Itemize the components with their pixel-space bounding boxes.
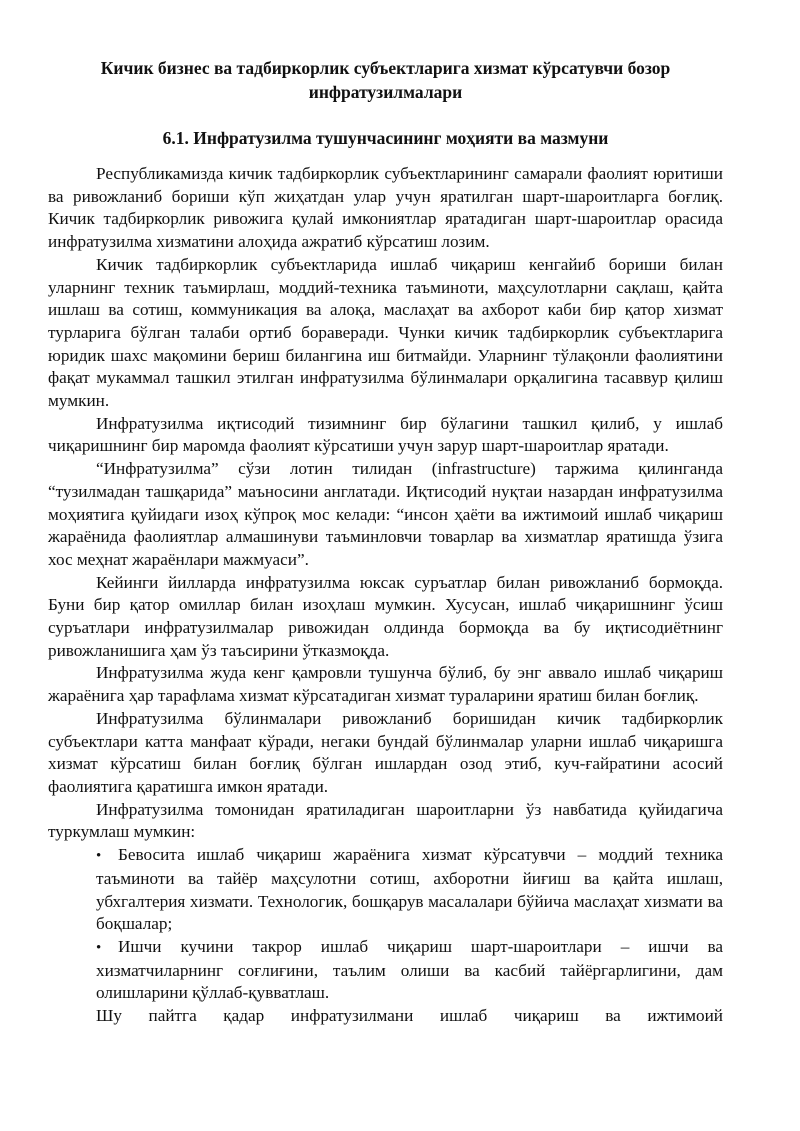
list-item: [48, 844, 723, 936]
list-item-text: Ишчи кучини такрор ишлаб чиқариш шарт-шароитлари – ишчи ва хизматчиларнинг соғлиғини, таълим олиши ва касбий тайёргарлигини, дам олишларини қўллаб-қувватлаш.: [96, 936, 723, 1003]
body-text: [48, 163, 723, 1028]
paragraph: Инфратузилма бўлинмалари ривожланиб боришидан кичик тадбиркорлик субъектлари катта манфаат кўради, негаки бундай бўлинмалар уларни ишлаб чиқаришга хизмат кўрсатиш билан боғлиқ бўлган ишлардан озод этиб, куч-ғайратини асосий фаолиятига қаратишга имкон яратади.: [48, 708, 723, 796]
paragraph: Республикамизда кичик тадбиркорлик субъектларининг самарали фаолият юритиши ва ривожланиб бориши кўп жиҳатдан улар учун яратилган шарт-шароитларга боғлиқ. Кичик тадбиркорлик ривожига қулай имкониятлар яратадиган шарт-шароитлар орасида инфратузилма хизматини алоҳида ажратиб кўрсатиш лозим.: [48, 164, 723, 252]
bullet-icon: •: [96, 848, 102, 865]
list-item: [48, 936, 723, 1005]
paragraph-continued: Шу пайтга қадар инфратузилмани ишлаб чиқариш ва ижтимоий: [96, 1006, 723, 1026]
paragraph: Инфратузилма жуда кенг қамровли тушунча бўлиб, бу энг аввало ишлаб чиқариш жараёнига ҳар тарафлама хизмат кўрсатадиган хизмат тураларини яратиш билан боғлиқ.: [48, 663, 723, 706]
section-title: 6.1. Инфратузилма тушунчасининг моҳияти ва мазмуни: [162, 128, 609, 148]
bullet-list: [48, 844, 723, 1005]
document-title: Кичик бизнес ва тадбиркорлик субъектларига хизмат кўрсатувчи бозор инфратузилмалари: [100, 58, 671, 102]
bullet-icon: •: [96, 939, 102, 956]
paragraph: Инфратузилма томонидан яратиладиган шароитларни ўз навбатида қуйидагича туркумлаш мумкин:: [48, 799, 723, 842]
paragraph: Кичик тадбиркорлик субъектларида ишлаб чиқариш кенгайиб бориши билан уларнинг техник таъмирлаш, моддий-техника таъминоти, маҳсулотларни сақлаш, қайта ишлаш ва сотиш, коммуникация ва алоқа, маслаҳат ва ахборот каби бир қатор хизмат турларига бўлган талаби ортиб бораверади. Чунки кичик тадбиркорлик субъектларига юридик шахс мақомини бериш билангина иш битмайди. Уларнинг тўлақонли фаолиятини фақат мукаммал ташкил этилган инфратузилма бўлинмалари орқалигина тасаввур қилиш мумкин.: [48, 254, 723, 411]
list-item-text: Бевосита ишлаб чиқариш жараёнига хизмат кўрсатувчи – моддий техника таъминоти ва тайёр маҳсулотни сотиш, ахборотни йиғиш ва қайта ишлаш, убхгалтерия хизмати. Технологик, бошқарув масалалари бўйича маслаҳат хизмати ва боқшалар;: [96, 845, 723, 934]
paragraph: Кейинги йилларда инфратузилма юксак суръатлар билан ривожланиб бормоқда. Буни бир қатор омиллар билан изоҳлаш мумкин. Хусусан, ишлаб чиқаришнинг ўсиш суръатлари инфратузилмалар ривожидан олдинда бормоқда ва бу иқтисодиётнинг ривожланишига ҳам ўз таъсирини ўтказмоқда.: [48, 572, 723, 660]
document-page: [48, 56, 723, 1028]
paragraph: Инфратузилма иқтисодий тизимнинг бир бўлагини ташкил қилиб, у ишлаб чиқаришнинг бир маромда фаолият кўрсатиши учун зарур шарт-шароитлар яратади.: [48, 413, 723, 456]
paragraph: “Инфратузилма” сўзи лотин тилидан (infrastructure) таржима қилинганда “тузилмадан ташқарида” маъносини англатади. Иқтисодий нуқтаи назардан инфратузилма моҳиятига қуйидаги изоҳ кўпроқ мос келади: “инсон ҳаёти ва ижтимоий ишлаб чиқариш жараёнида фаолиятлар алмашинуви таъминловчи товарлар ва хизматлар яратишда ўзига хос меҳнат жараёнлари мажмуаси”.: [48, 459, 723, 569]
